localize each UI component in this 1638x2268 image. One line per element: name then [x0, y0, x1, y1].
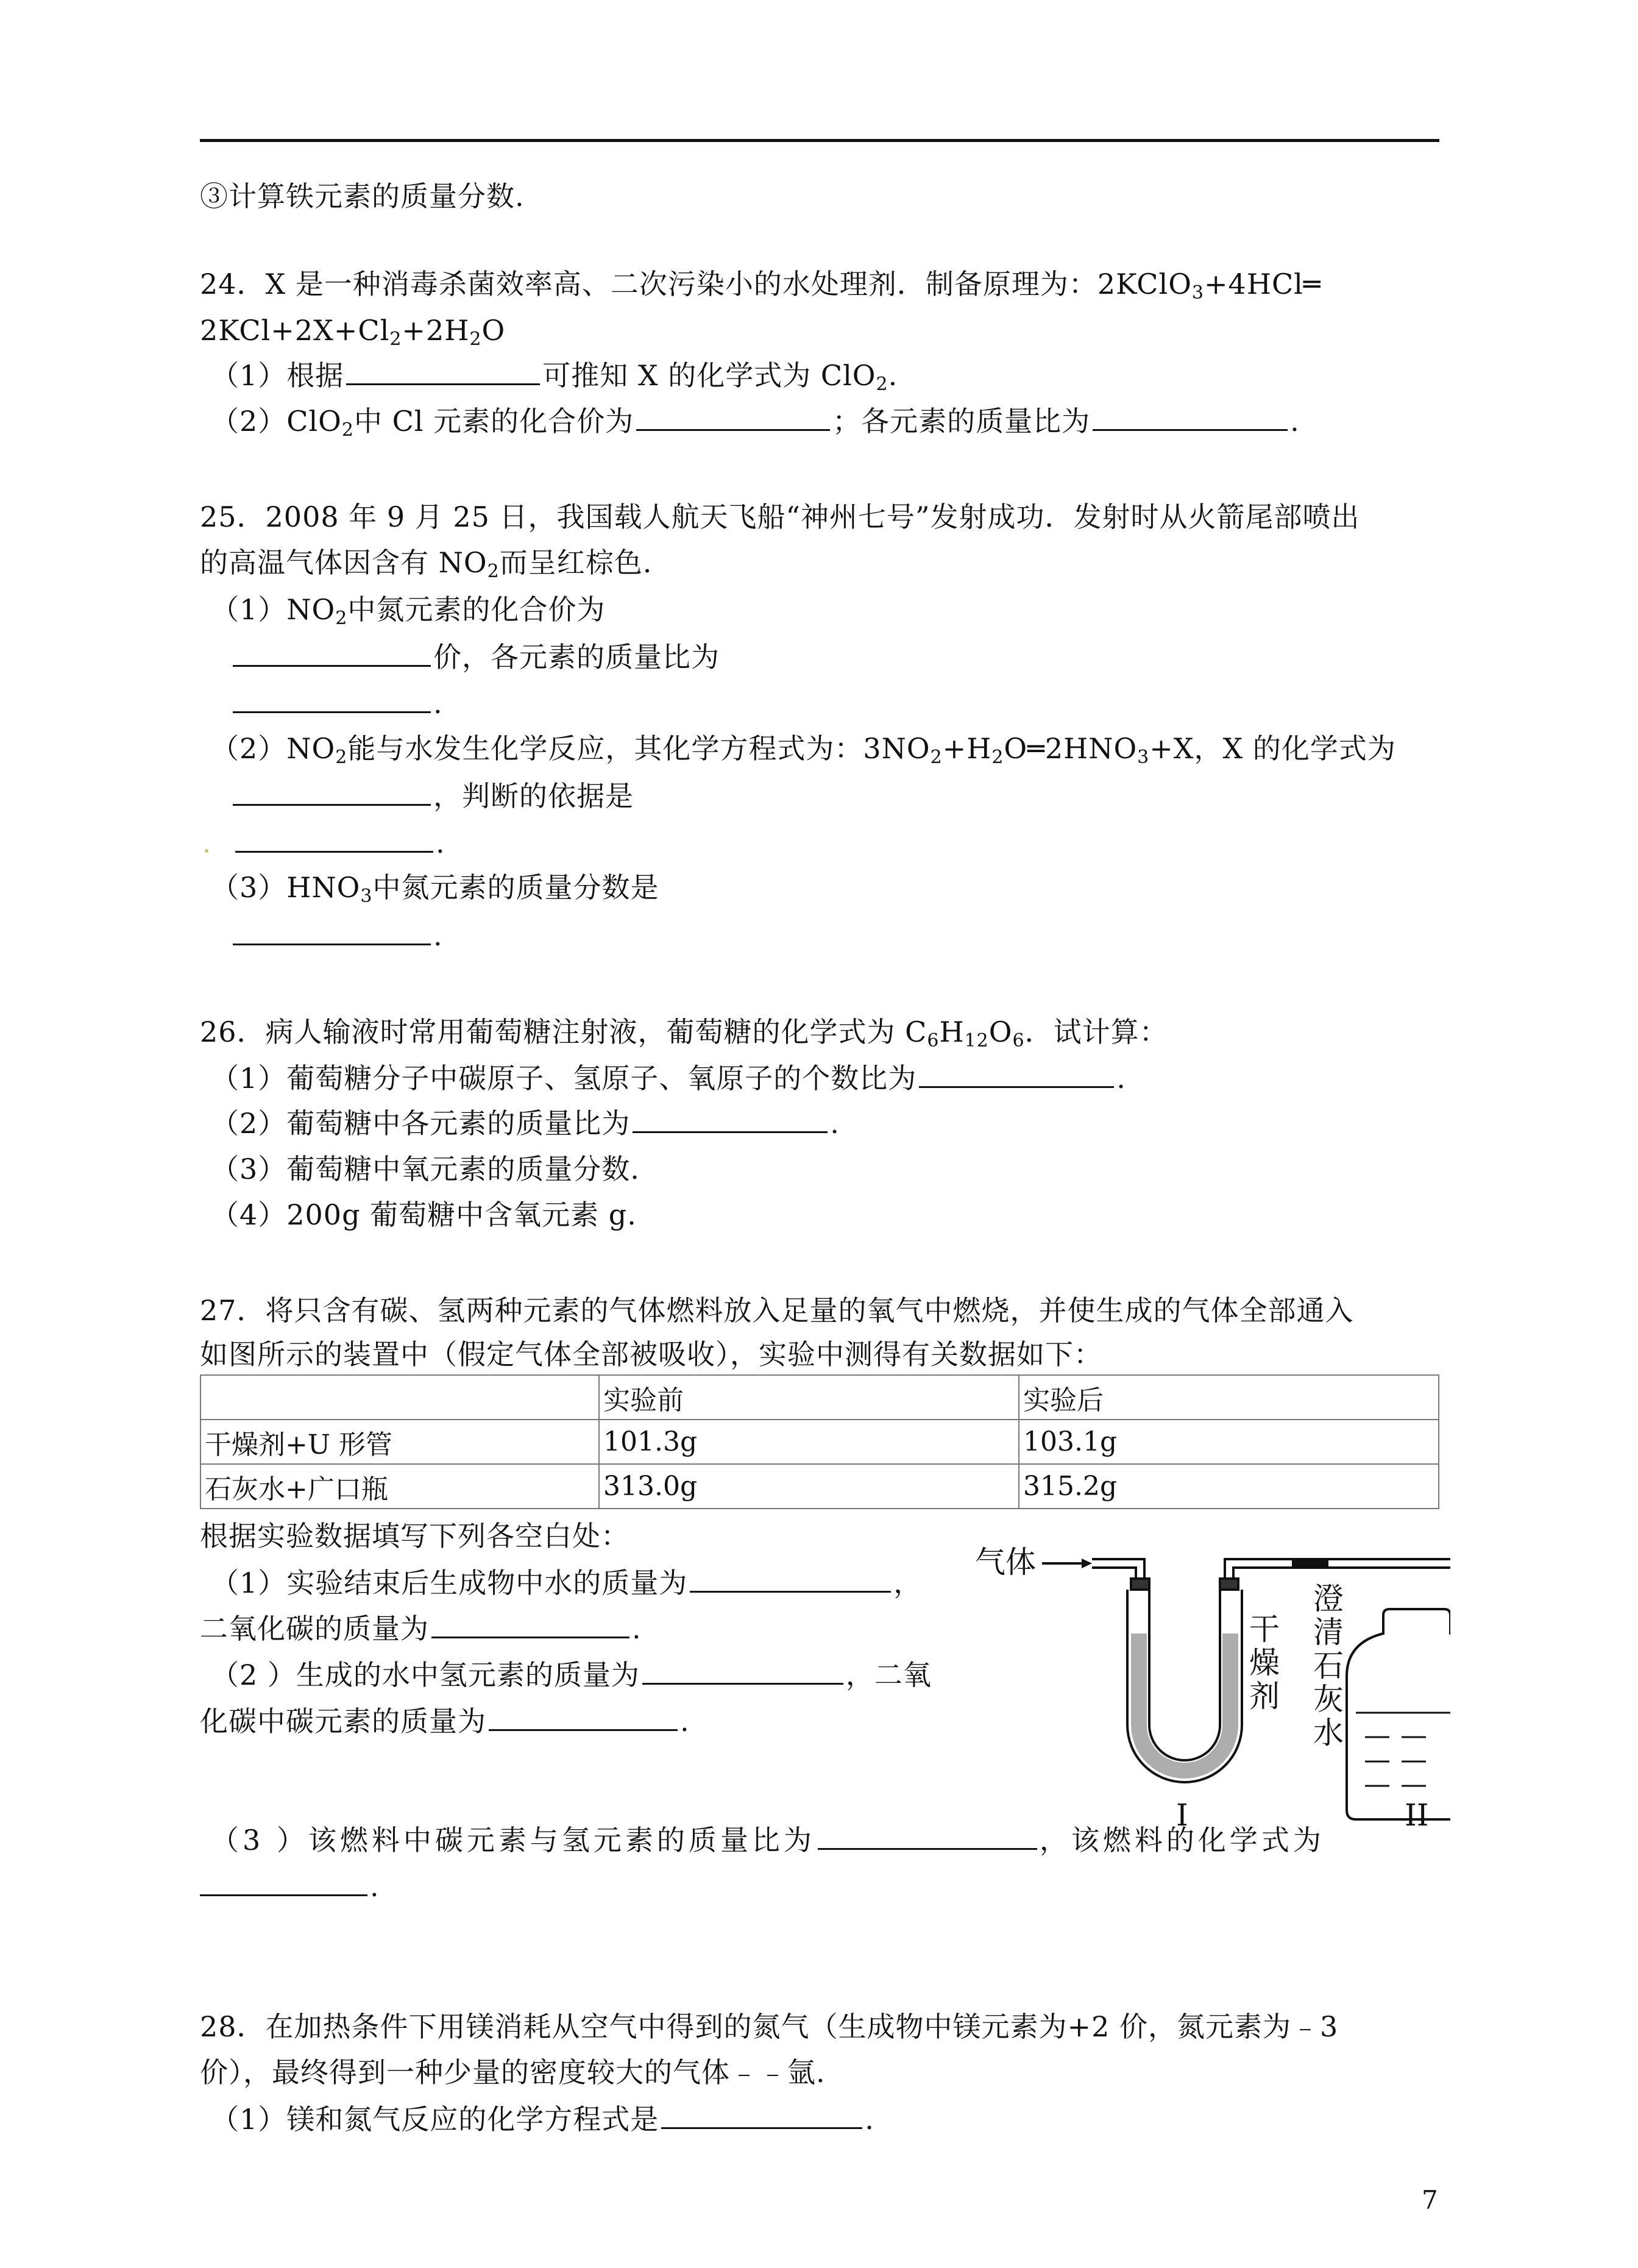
- table-row: [200, 1420, 1439, 1464]
- text-line: 价），最终得到一种少量的密度较大的气体﹣﹣氩.: [200, 2056, 826, 2089]
- question-26-3: （3）葡萄糖中氧元素的质量分数.: [211, 1153, 640, 1186]
- inlet-tube: [1092, 1559, 1144, 1579]
- table-cell: 101.3g: [599, 1420, 1019, 1464]
- answer-blank[interactable]: [818, 1821, 1037, 1850]
- answer-blank[interactable]: [642, 1656, 843, 1685]
- limewater-label: 澄: [1313, 1581, 1344, 1616]
- answer-blank[interactable]: [633, 1104, 828, 1133]
- answer-blank[interactable]: [233, 917, 431, 945]
- drying-label: 干: [1249, 1612, 1280, 1647]
- text-line: .: [233, 684, 443, 722]
- answer-blank[interactable]: [233, 684, 431, 713]
- text-line: ③计算铁元素的质量分数.: [200, 180, 525, 213]
- table-cell: 干燥剂+U 形管: [200, 1420, 599, 1464]
- text-line: 二氧化碳的质量为 .: [200, 1610, 642, 1647]
- question-26-2: （2）葡萄糖中各元素的质量比为 .: [211, 1104, 840, 1142]
- question-24-1: （1）根据 可推知 X 的化学式为 ClO$_2$.: [211, 357, 898, 394]
- table-cell: 103.1g: [1019, 1420, 1439, 1464]
- question-25-1: $(1)NO_2$中氮元素的化合价为: [211, 593, 606, 629]
- stopper-right: [1220, 1579, 1238, 1590]
- question-25: 25．2008 年 9 月 25 日，我国载人航天飞船“神州七号”发射成功．发射时从火箭尾部喷出: [200, 500, 1360, 533]
- answer-blank[interactable]: [235, 824, 433, 853]
- limewater-label: 石: [1313, 1648, 1344, 1683]
- answer-blank[interactable]: [233, 777, 431, 806]
- drying-agent: [1131, 1633, 1238, 1779]
- answer-blank[interactable]: [489, 1702, 678, 1731]
- drying-label: 燥: [1249, 1645, 1280, 1680]
- answer-blank[interactable]: [1093, 402, 1288, 431]
- table-cell: 石灰水+广口瓶: [200, 1464, 599, 1509]
- question-26-4: （4）200g 葡萄糖中含氧元素 g.: [211, 1198, 637, 1231]
- question-24-2: （2）ClO$_2$中 Cl 元素的化合价为 ；各元素的质量比为 .: [211, 402, 1300, 439]
- label-I: I: [1176, 1797, 1188, 1829]
- u-tube-inner: [1149, 1590, 1220, 1760]
- table-cell: 实验后: [1019, 1375, 1439, 1420]
- limewater-label: 清: [1313, 1615, 1344, 1650]
- table-cell: [200, 1375, 599, 1420]
- answer-blank[interactable]: [233, 638, 431, 667]
- text-line: $2KCl+2X+Cl_2+2H_2O$: [200, 314, 506, 350]
- text-line: 根据实验数据填写下列各空白处：: [200, 1520, 629, 1552]
- table-cell: 实验前: [599, 1375, 1019, 1420]
- question-25-3: $(3)HNO_3$中氮元素的质量分数是: [211, 871, 659, 907]
- table-header-row: [200, 1375, 1439, 1420]
- connector-tube: [1225, 1559, 1450, 1579]
- limewater-label: 水: [1313, 1715, 1344, 1751]
- limewater-label: 灰: [1313, 1682, 1344, 1717]
- answer-blank[interactable]: [431, 1610, 629, 1638]
- question-24: 24．X 是一种消毒杀菌效率高、二次污染小的水处理剂．制备原理为：2KClO$_3$+4HCl═: [200, 268, 1321, 304]
- label-II: II: [1405, 1797, 1429, 1829]
- answer-blank[interactable]: [661, 2100, 862, 2129]
- text-line: ，判断的依据是: [233, 777, 634, 814]
- text-line: .: [233, 917, 443, 954]
- table-cell: 315.2g: [1019, 1464, 1439, 1509]
- question-28: 28．在加热条件下用镁消耗从空气中得到的氮气（生成物中镁元素为+2 价，氮元素为﹣3: [200, 2010, 1339, 2043]
- text-line: 如图所示的装置中（假定气体全部被吸收），实验中测得有关数据如下：: [200, 1338, 1102, 1371]
- drying-label: 剂: [1249, 1679, 1280, 1714]
- question-27-2: （2 ）生成的水中氢元素的质量为 ，二氧: [211, 1656, 932, 1693]
- question-27-1: （1）实验结束后生成物中水的质量为 ，: [211, 1564, 922, 1601]
- header-rule: [200, 139, 1439, 142]
- question-28-1: （1）镁和氮气反应的化学方程式是 .: [211, 2100, 874, 2138]
- gas-label: 气体: [975, 1545, 1036, 1580]
- answer-blank[interactable]: [690, 1564, 891, 1593]
- data-table: [200, 1374, 1439, 1509]
- answer-blank[interactable]: [346, 357, 540, 385]
- answer-blank[interactable]: [200, 1868, 367, 1896]
- question-26-1: （1）葡萄糖分子中碳原子、氢原子、氧原子的个数比为 .: [211, 1059, 1126, 1097]
- table-cell: 313.0g: [599, 1464, 1019, 1509]
- question-26: 26．病人输液时常用葡萄糖注射液，葡萄糖的化学式为 $C_6H_{12}O_6$．试计算：: [200, 1015, 1168, 1051]
- gas-arrow-head: [1082, 1559, 1092, 1568]
- text-line: 价，各元素的质量比为: [233, 638, 720, 675]
- text-line: 化碳中碳元素的质量为 .: [200, 1702, 690, 1740]
- question-27-3: （3 ）该燃料中碳元素与氢元素的质量比为 ，该燃料的化学式为: [211, 1821, 1325, 1858]
- answer-blank[interactable]: [919, 1059, 1114, 1088]
- question-25-2: $(2)NO_2$能与水发生化学反应，其化学方程式为：$3NO_2+H_2O═2HNO_3+X$，X 的化学式为: [211, 732, 1396, 768]
- stopper-left: [1131, 1579, 1149, 1590]
- text-line: .: [233, 824, 445, 861]
- question-27: 27．将只含有碳、氢两种元素的气体燃料放入足量的氧气中燃烧，并使生成的气体全部通入: [200, 1294, 1354, 1327]
- table-row: [200, 1464, 1439, 1509]
- wide-mouth-bottle: [1347, 1609, 1450, 1819]
- stray-mark: [205, 849, 208, 853]
- answer-blank[interactable]: [636, 402, 830, 431]
- page-number: 7: [1422, 2185, 1438, 2215]
- text-line: 的高温气体因含有 $NO_2$而呈红棕色.: [200, 546, 653, 582]
- apparatus-diagram: [963, 1542, 1450, 1829]
- text-line: .: [200, 1868, 380, 1905]
